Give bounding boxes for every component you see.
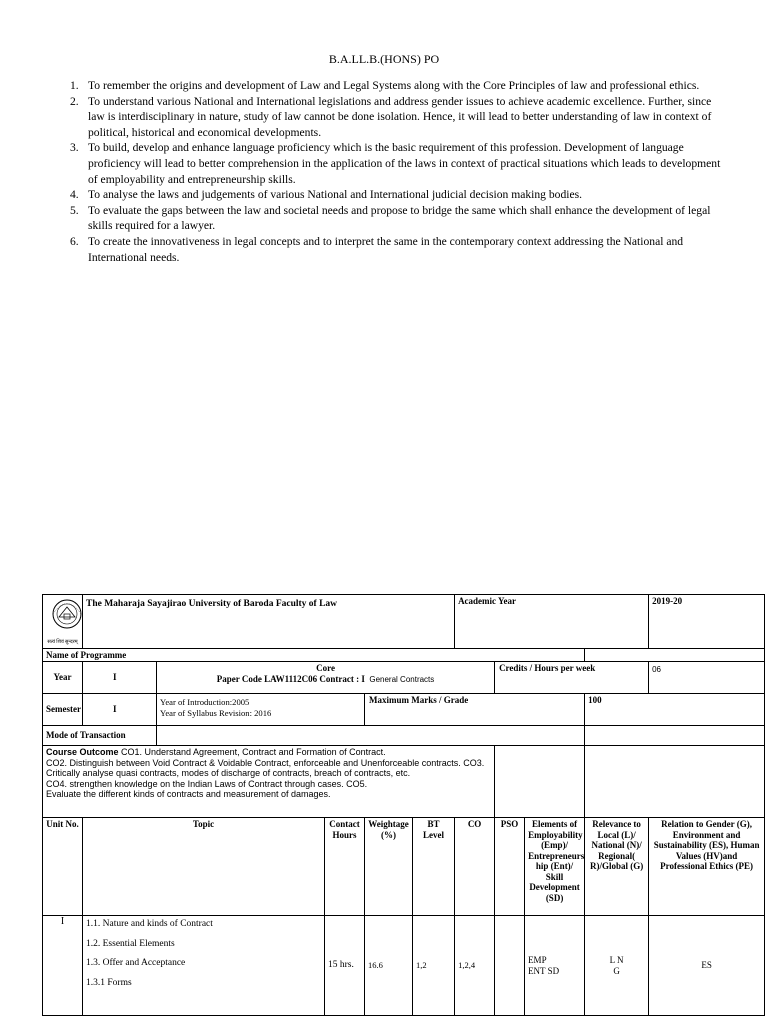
programme-value: [585, 648, 765, 662]
unit-number: I: [43, 916, 83, 1016]
list-item: [70, 78, 730, 94]
list-number: 5.: [70, 203, 79, 217]
semester-label: Semester: [43, 694, 83, 726]
paper-subtitle: General Contracts: [369, 674, 435, 684]
list-text: To evaluate the gaps between the law and societal needs and propose to bridge the same which shall enhance the development of legal skills required for a lawyer.: [88, 203, 711, 233]
column-header-row: [43, 818, 765, 916]
course-outcome-line: CO2. Distinguish between Void Contract & Voidable Contract, enforceable and Unenforceable contracts. CO3.: [46, 757, 485, 768]
name-of-programme-label: Name of Programme: [43, 648, 585, 662]
elements-line: EMP: [528, 955, 547, 965]
header-row: [43, 595, 765, 649]
relation-value: ES: [649, 916, 765, 1016]
list-text: To remember the origins and development of Law and Legal Systems along with the Core Principles of law and professional ethics.: [88, 79, 700, 92]
course-table: [42, 594, 765, 1016]
list-number: 6.: [70, 234, 79, 248]
semester-value: I: [83, 694, 157, 726]
topic-item: 1.3.1 Forms: [86, 977, 132, 988]
year-of-introduction: Year of Introduction:2005: [160, 697, 250, 707]
weightage-value: 16.6: [365, 916, 413, 1016]
relevance-value: [585, 916, 649, 1016]
pso-header: PSO: [495, 818, 525, 916]
university-name: The Maharaja Sayajirao University of Baroda Faculty of Law: [83, 595, 455, 649]
list-text: To create the innovativeness in legal concepts and to interpret the same in the contemporary context addressing the National and International needs.: [88, 234, 684, 264]
elements-header-text: Elements of Employability (Emp)/ Entrepreneurs hip (Ent)/ Skill Development (SD): [528, 819, 585, 903]
weightage-header: Weightage (%): [365, 818, 413, 916]
academic-year-value: 2019-20: [649, 595, 765, 649]
table-row: [43, 916, 765, 1016]
list-item: [70, 94, 730, 141]
topic-item: 1.1. Nature and kinds of Contract: [86, 919, 213, 929]
logo-caption: सत्यं शिवं सुन्दरम्: [47, 639, 78, 645]
course-outcome-line: CO4. strengthen knowledge on the Indian Laws of Contract through cases. CO5.: [46, 778, 368, 789]
course-outcome-blank: [495, 746, 585, 818]
syllabus-years: [157, 694, 365, 726]
relation-header: Relation to Gender (G), Environment and Sustainability (ES), Human Values (HV)and Professional Ethics (PE): [649, 818, 765, 916]
page-title: B.A.LL.B.(HONS) PO: [328, 52, 440, 66]
logo-cell: [43, 595, 83, 649]
program-outcomes-list: [70, 78, 730, 265]
course-outcome-blank-2: [585, 746, 765, 818]
list-item: [70, 140, 730, 187]
year-row: [43, 662, 765, 694]
co-value: 1,2,4: [455, 916, 495, 1016]
relevance-line: L N: [609, 955, 624, 965]
paper-info: [157, 662, 495, 694]
course-outcome-row: [43, 746, 765, 818]
paper-code: Paper Code LAW1112C06 Contract : I: [216, 673, 365, 684]
list-item: [70, 187, 730, 203]
list-item: [70, 234, 730, 265]
list-item: [70, 203, 730, 234]
course-outcome-label: Course Outcome: [46, 747, 119, 757]
credits-value: 06: [649, 662, 765, 694]
mode-row: [43, 726, 765, 746]
max-marks-value: 100: [585, 694, 765, 726]
topic-item: 1.3. Offer and Acceptance: [86, 958, 186, 968]
bt-level-value: 1,2: [413, 916, 455, 1016]
academic-year-label: Academic Year: [455, 595, 649, 649]
pso-value: [495, 916, 525, 1016]
university-logo-icon: [45, 597, 89, 641]
list-number: 4.: [70, 188, 79, 202]
topic-item: 1.2. Essential Elements: [86, 938, 175, 949]
co-header: CO: [455, 818, 495, 916]
year-label: Year: [43, 662, 83, 694]
credits-label: Credits / Hours per week: [495, 662, 649, 694]
mode-extra: [585, 726, 765, 746]
course-outcome-line: Evaluate the different kinds of contracts and measurement of damages.: [46, 789, 331, 799]
list-text: To understand various National and International legislations and address gender issues to achieve academic excellence. Further, since law is interdisciplinary in nature, study of law cannot be done isolation. Hence, it will lead to better understanding of law in context of political, historical and economical developments.: [88, 94, 712, 139]
max-marks-label: Maximum Marks / Grade: [365, 694, 585, 726]
course-sheet: [42, 594, 764, 1010]
list-text: To build, develop and enhance language proficiency which is the basic requirement of this profession. Development of language proficiency will lead to better comprehension in the application of the laws in context of practical situations which leads to development of employability and entrepreneurship skills.: [88, 141, 721, 186]
topic-cell: [83, 916, 325, 1016]
unit-header: Unit No.: [43, 818, 83, 916]
semester-row: [43, 694, 765, 726]
topic-header: Topic: [83, 818, 325, 916]
list-number: 3.: [70, 141, 79, 155]
list-number: 1.: [70, 79, 79, 92]
list-number: 2.: [70, 94, 79, 108]
mode-value: [157, 726, 585, 746]
bt-level-header: BT Level: [413, 818, 455, 916]
year-value: I: [83, 662, 157, 694]
course-outcome-line: Critically analyse quasi contracts, modes of discharge of contracts, breach of contracts, etc.: [46, 768, 411, 778]
course-outcome-cell: [43, 746, 495, 818]
contact-hours-header: Contact Hours: [325, 818, 365, 916]
relevance-line: G: [613, 965, 620, 976]
elements-value: [525, 916, 585, 1016]
elements-line: ENT SD: [528, 965, 560, 976]
course-outcome-line: CO1. Understand Agreement, Contract and Formation of Contract.: [118, 747, 386, 757]
programme-row: [43, 648, 765, 662]
year-of-revision: Year of Syllabus Revision: 2016: [160, 707, 272, 718]
core-label: Core: [316, 663, 335, 673]
relevance-header: Relevance to Local (L)/ National (N)/ Regional( R)/Global (G): [585, 818, 649, 916]
list-text: To analyse the laws and judgements of various National and International judicial decision making bodies.: [88, 188, 583, 202]
contact-hours-value: 15 hrs.: [325, 916, 365, 1016]
mode-label: Mode of Transaction: [43, 726, 157, 746]
elements-header: [525, 818, 585, 916]
